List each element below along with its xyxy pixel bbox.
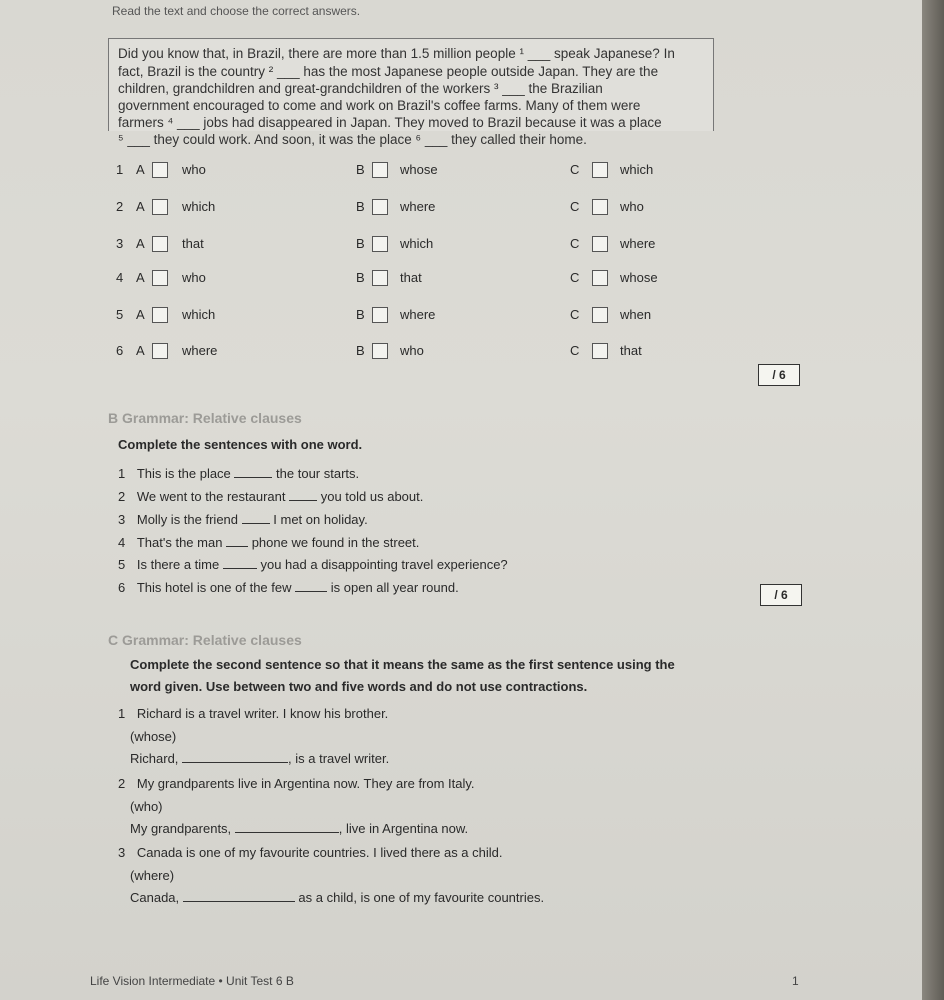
- page-number: 1: [792, 974, 799, 988]
- option-c-word: which: [620, 162, 654, 177]
- item-text-pre: Molly is the friend: [136, 512, 239, 527]
- passage-line: government encouraged to come and work on Brazil's coffee farms. Many of them were: [118, 98, 641, 113]
- c-item-sentence: [118, 776, 475, 791]
- option-letter: C: [570, 236, 580, 251]
- passage-line: farmers ⁴ ___ jobs had disappeared in Japan. They moved to Brazil because it was a place: [118, 115, 662, 130]
- option-b-word: which: [400, 236, 434, 251]
- option-letter: A: [136, 270, 145, 285]
- checkbox-a[interactable]: [152, 199, 168, 215]
- item-number: 3: [118, 512, 126, 527]
- c-item-word: (where): [130, 868, 175, 883]
- checkbox-a[interactable]: [152, 162, 168, 178]
- checkbox-c[interactable]: [592, 307, 608, 323]
- option-b-word: who: [400, 343, 424, 358]
- item-number: 2: [118, 776, 126, 791]
- option-row: [108, 236, 718, 268]
- question-number: 2: [116, 199, 124, 214]
- item-text-post: I met on holiday.: [273, 512, 368, 527]
- item-text-post: is open all year round.: [330, 580, 459, 595]
- score-box-a: / 6: [758, 364, 800, 386]
- b-item: [118, 580, 459, 595]
- item-text-post: , is a travel writer.: [288, 751, 390, 766]
- checkbox-c[interactable]: [592, 236, 608, 252]
- option-letter: A: [136, 162, 145, 177]
- checkbox-b[interactable]: [372, 199, 388, 215]
- answer-blank[interactable]: [182, 762, 288, 763]
- item-number: 1: [118, 706, 126, 721]
- item-text-pre: Is there a time: [136, 557, 220, 572]
- item-text-post: , live in Argentina now.: [338, 821, 469, 836]
- option-c-word: when: [620, 307, 652, 322]
- option-row: [108, 307, 718, 339]
- option-letter: C: [570, 270, 580, 285]
- answer-blank[interactable]: [235, 832, 339, 833]
- answer-blank[interactable]: [223, 568, 257, 569]
- option-letter: B: [356, 162, 365, 177]
- question-number: 4: [116, 270, 124, 285]
- item-text-pre: This hotel is one of the few: [136, 580, 292, 595]
- c-item-answer: [130, 890, 544, 905]
- b-item: [118, 512, 368, 527]
- answer-blank[interactable]: [289, 500, 317, 501]
- footer-title: Life Vision Intermediate • Unit Test 6 B: [90, 974, 294, 988]
- checkbox-a[interactable]: [152, 236, 168, 252]
- item-text-post: you told us about.: [320, 489, 424, 504]
- item-sentence: My grandparents live in Argentina now. They are from Italy.: [136, 776, 475, 791]
- passage-line: Did you know that, in Brazil, there are more than 1.5 million people ¹ ___ speak Japanese? In: [118, 46, 675, 61]
- option-a-word: who: [182, 162, 206, 177]
- b-item: [118, 489, 423, 504]
- option-c-word: whose: [620, 270, 658, 285]
- item-number: 4: [118, 535, 126, 550]
- option-c-word: that: [620, 343, 642, 358]
- item-number: 2: [118, 489, 126, 504]
- item-number: 3: [118, 845, 126, 860]
- passage-line: ⁵ ___ they could work. And soon, it was the place ⁶ ___ they called their home.: [118, 132, 587, 147]
- item-sentence: Canada is one of my favourite countries. I lived there as a child.: [136, 845, 503, 860]
- passage-line: children, grandchildren and great-grandchildren of the workers ³ ___ the Brazilian: [118, 81, 603, 96]
- option-b-word: whose: [400, 162, 438, 177]
- option-letter: C: [570, 199, 580, 214]
- checkbox-c[interactable]: [592, 343, 608, 359]
- item-number: 1: [118, 466, 126, 481]
- option-b-word: where: [400, 199, 436, 214]
- checkbox-b[interactable]: [372, 162, 388, 178]
- c-item-answer: [130, 751, 389, 766]
- answer-blank[interactable]: [295, 591, 327, 592]
- option-letter: B: [356, 270, 365, 285]
- option-letter: C: [570, 307, 580, 322]
- item-number: 5: [118, 557, 126, 572]
- option-c-word: who: [620, 199, 644, 214]
- option-a-word: which: [182, 307, 216, 322]
- option-letter: C: [570, 162, 580, 177]
- item-sentence: Richard is a travel writer. I know his brother.: [136, 706, 389, 721]
- checkbox-a[interactable]: [152, 343, 168, 359]
- c-item-word: (whose): [130, 729, 177, 744]
- checkbox-a[interactable]: [152, 307, 168, 323]
- item-number: 6: [118, 580, 126, 595]
- option-a-word: that: [182, 236, 204, 251]
- score-box-b: / 6: [760, 584, 802, 606]
- section-c-heading: C Grammar: Relative clauses: [108, 632, 302, 648]
- item-text-post: phone we found in the street.: [251, 535, 420, 550]
- item-text-pre: Canada,: [130, 890, 180, 905]
- option-row: [108, 343, 718, 375]
- b-item: [118, 535, 419, 550]
- checkbox-c[interactable]: [592, 270, 608, 286]
- section-c-instruction: word given. Use between two and five words and do not use contractions.: [130, 679, 588, 694]
- intro-instruction: Read the text and choose the correct answers.: [112, 4, 361, 18]
- answer-blank[interactable]: [234, 477, 272, 478]
- item-text-pre: Richard,: [130, 751, 179, 766]
- question-number: 5: [116, 307, 124, 322]
- option-letter: B: [356, 343, 365, 358]
- item-text-pre: We went to the restaurant: [136, 489, 286, 504]
- section-b-heading: B Grammar: Relative clauses: [108, 410, 302, 426]
- checkbox-b[interactable]: [372, 343, 388, 359]
- option-letter: A: [136, 236, 145, 251]
- item-text-pre: This is the place: [136, 466, 231, 481]
- item-text-pre: That's the man: [136, 535, 223, 550]
- option-a-word: which: [182, 199, 216, 214]
- b-item: [118, 466, 359, 481]
- option-c-word: where: [620, 236, 656, 251]
- option-letter: B: [356, 199, 365, 214]
- checkbox-b[interactable]: [372, 307, 388, 323]
- passage-line: fact, Brazil is the country ² ___ has the most Japanese people outside Japan. They are the: [118, 64, 659, 79]
- c-item-sentence: [118, 706, 388, 721]
- b-item: [118, 557, 508, 572]
- item-text-post: as a child, is one of my favourite countries.: [298, 890, 545, 905]
- checkbox-c[interactable]: [592, 199, 608, 215]
- checkbox-a[interactable]: [152, 270, 168, 286]
- option-letter: A: [136, 343, 145, 358]
- item-text-pre: My grandparents,: [130, 821, 232, 836]
- checkbox-b[interactable]: [372, 270, 388, 286]
- c-item-sentence: [118, 845, 503, 860]
- option-letter: B: [356, 236, 365, 251]
- section-b-instruction: Complete the sentences with one word.: [118, 437, 363, 452]
- section-c-instruction: Complete the second sentence so that it means the same as the first sentence using the: [130, 657, 675, 672]
- item-text-post: you had a disappointing travel experience?: [260, 557, 508, 572]
- answer-blank[interactable]: [183, 901, 295, 902]
- item-text-post: the tour starts.: [276, 466, 360, 481]
- checkbox-b[interactable]: [372, 236, 388, 252]
- question-number: 6: [116, 343, 124, 358]
- option-row: [108, 162, 718, 194]
- option-letter: C: [570, 343, 580, 358]
- option-letter: A: [136, 199, 145, 214]
- option-letter: A: [136, 307, 145, 322]
- question-number: 3: [116, 236, 124, 251]
- c-item-answer: [130, 821, 468, 836]
- option-row: [108, 199, 718, 231]
- question-number: 1: [116, 162, 124, 177]
- option-a-word: where: [182, 343, 218, 358]
- page-edge-shadow: [922, 0, 944, 1000]
- option-row: [108, 270, 718, 302]
- answer-blank[interactable]: [226, 546, 248, 547]
- option-b-word: where: [400, 307, 436, 322]
- option-letter: B: [356, 307, 365, 322]
- c-item-word: (who): [130, 799, 163, 814]
- option-b-word: that: [400, 270, 422, 285]
- answer-blank[interactable]: [242, 523, 270, 524]
- checkbox-c[interactable]: [592, 162, 608, 178]
- option-a-word: who: [182, 270, 206, 285]
